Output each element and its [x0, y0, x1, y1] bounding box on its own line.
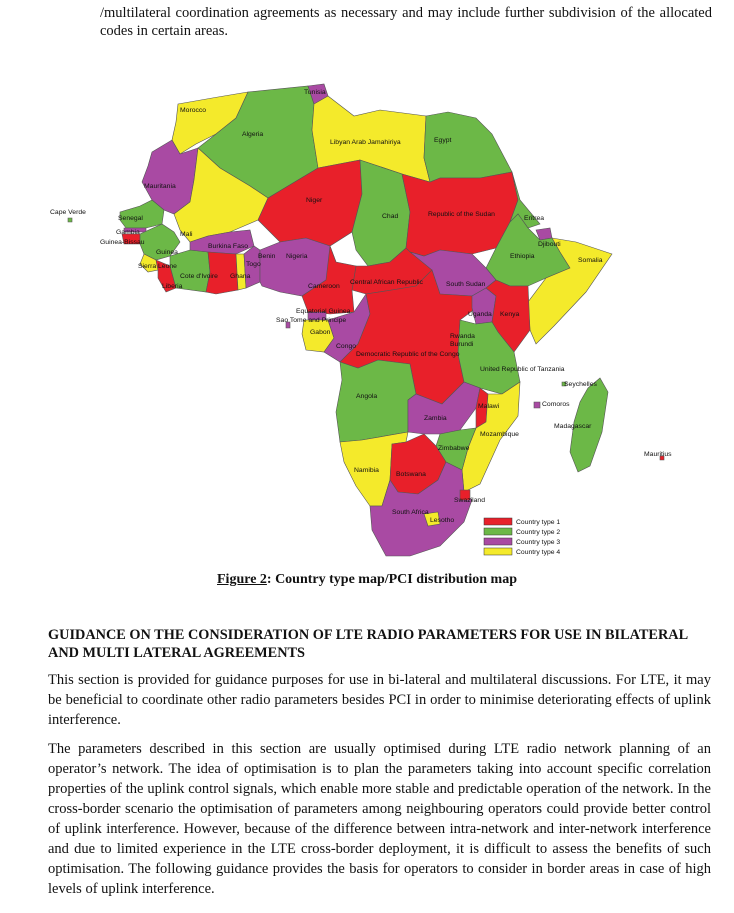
- label-tanzania: United Republic of Tanzania: [480, 366, 565, 373]
- label-senegal: Senegal: [118, 215, 143, 222]
- legend-label-type1: Country type 1: [516, 519, 561, 526]
- legend-swatch-type4: [484, 548, 512, 555]
- label-sudan: Republic of the Sudan: [428, 211, 495, 218]
- paragraph-2: The parameters described in this section are usually optimised during LTE radio network planning of an operator’s network. The idea of optimisation is to plan the parameters taking into account specific correlation properties of the uplink control signals, which enable more stable and predictable operation of the network. In the cross-border scenario the optimisation of parameters among neighbouring operators could provide better control of uplink interference. However, because of the difference between intra-network and inter-network interference and due to limited experience in the LTE cross-border deployment, it is difficult to assess the benefits of such optimisation. The following guidance provides the basis for operators to consider in border areas in case of high levels of uplink interference.: [48, 741, 711, 897]
- label-burundi: Burundi: [450, 341, 474, 348]
- label-south-africa: South Africa: [392, 509, 429, 516]
- legend-swatch-type2: [484, 528, 512, 535]
- label-niger: Niger: [306, 197, 323, 204]
- region-senegal: [120, 200, 164, 228]
- label-gambia: Gambia: [116, 229, 140, 236]
- legend-label-type3: Country type 3: [516, 539, 561, 546]
- intro-text: /multilateral coordination agreements as necessary and may include further subdivision of the allocated codes in certain areas.: [100, 5, 712, 39]
- label-djibouti: Djibouti: [538, 241, 561, 248]
- label-ghana: Ghana: [230, 273, 251, 280]
- label-chad: Chad: [382, 213, 399, 220]
- label-sierra-leone: Sierra Leone: [138, 263, 177, 270]
- label-cameroon: Cameroon: [308, 283, 340, 290]
- label-ethiopia: Ethiopia: [510, 253, 535, 260]
- region-chad: [352, 160, 410, 266]
- label-cape-verde: Cape Verde: [50, 209, 86, 216]
- label-namibia: Namibia: [354, 467, 379, 474]
- figure-title: : Country type map/PCI distribution map: [266, 572, 517, 587]
- label-guinea: Guinea: [156, 249, 178, 256]
- label-comoros: Comoros: [542, 401, 570, 408]
- label-guinea-bissau: Guinea-Bissau: [100, 239, 145, 246]
- label-zimbabwe: Zimbabwe: [438, 445, 470, 452]
- region-comoros: [534, 402, 540, 408]
- label-togo: Togo: [246, 261, 261, 268]
- legend-label-type2: Country type 2: [516, 529, 561, 536]
- figure-number: Figure 2: [217, 572, 267, 587]
- legend-swatch-type3: [484, 538, 512, 545]
- label-liberia: Liberia: [162, 283, 183, 290]
- section-heading: GUIDANCE ON THE CONSIDERATION OF LTE RADIO PARAMETERS FOR USE IN BILATERAL AND MULTI LATERAL AGREEMENTS: [48, 627, 688, 661]
- region-egypt: [424, 112, 512, 182]
- label-benin: Benin: [258, 253, 276, 260]
- figure-caption: [0, 572, 734, 588]
- label-malawi: Malawi: [478, 403, 500, 410]
- label-algeria: Algeria: [242, 131, 264, 138]
- label-somalia: Somalia: [578, 257, 603, 264]
- label-sao-tome: Sao Tome and Principe: [276, 317, 347, 324]
- map-legend: [484, 518, 560, 556]
- label-mauritius: Mauritius: [644, 451, 672, 458]
- label-mozambique: Mozambique: [480, 431, 519, 438]
- label-eritrea: Eritrea: [524, 215, 545, 222]
- label-madagascar: Madagascar: [554, 423, 592, 430]
- label-seychelles: Seychelles: [564, 381, 597, 388]
- label-mali: Mali: [180, 231, 193, 238]
- label-nigeria: Nigeria: [286, 253, 308, 260]
- label-botswana: Botswana: [396, 471, 426, 478]
- label-rwanda: Rwanda: [450, 333, 475, 340]
- label-egypt: Egypt: [434, 137, 452, 144]
- label-mauritania: Mauritania: [144, 183, 176, 190]
- label-lesotho: Lesotho: [430, 517, 455, 524]
- label-gabon: Gabon: [310, 329, 331, 336]
- region-angola: [336, 360, 416, 442]
- label-car: Central African Republic: [350, 279, 423, 286]
- label-zambia: Zambia: [424, 415, 447, 422]
- label-uganda: Uganda: [468, 311, 492, 318]
- legend-label-type4: Country type 4: [516, 549, 561, 556]
- label-cote-divoire: Cote d'Ivoire: [180, 273, 218, 280]
- label-south-sudan: South Sudan: [446, 281, 486, 288]
- label-kenya: Kenya: [500, 311, 520, 318]
- region-cape-verde: [68, 218, 72, 222]
- africa-country-type-map: [40, 82, 690, 572]
- legend-swatch-type1: [484, 518, 512, 525]
- paragraph-1: This section is provided for guidance purposes for use in bi-lateral and multilateral discussions. For LTE, it may be beneficial to coordinate other radio parameters besides PCI in order to minimise deteriorating effects of uplink interference.: [48, 672, 711, 728]
- label-morocco: Morocco: [180, 107, 207, 114]
- label-angola: Angola: [356, 393, 378, 400]
- label-swaziland: Swaziland: [454, 497, 485, 504]
- label-drc: Democratic Republic of the Congo: [356, 351, 460, 358]
- label-eq-guinea: Equatorial Guinea: [296, 308, 351, 315]
- label-libya: Libyan Arab Jamahiriya: [330, 139, 401, 146]
- label-congo: Congo: [336, 343, 357, 350]
- label-burkina-faso: Burkina Faso: [208, 243, 249, 250]
- label-tunisia: Tunisia: [304, 89, 326, 96]
